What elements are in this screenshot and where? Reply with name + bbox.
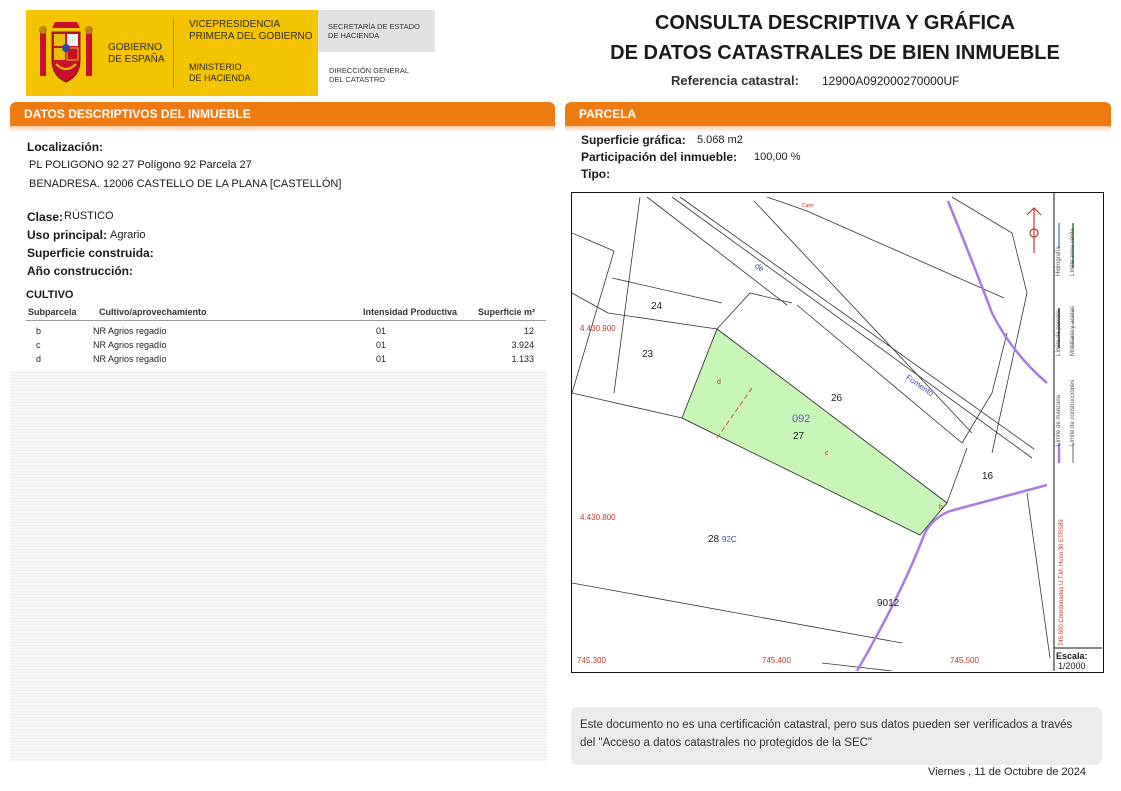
cultivo-title: CULTIVO: [26, 289, 74, 301]
coord-x-745300: 745.300: [577, 656, 606, 665]
superficie-construida-label: Superficie construida:: [27, 246, 154, 260]
empty-table-area: [10, 370, 547, 762]
dg-line2: DEL CATASTRO: [329, 75, 386, 84]
map-label-16: 16: [982, 471, 994, 482]
parcel-27-highlight: [682, 329, 947, 535]
map-canvas: [572, 193, 1102, 671]
scale-value: 1/2000: [1058, 661, 1086, 671]
map-sublabel-b: b: [939, 504, 943, 511]
participacion-value: 100,00 %: [754, 151, 801, 163]
cell-intensidad: 01: [376, 340, 387, 350]
localizacion-line2: BENADRESA. 12006 CASTELLO DE LA PLANA [CASTELLÓN]: [29, 178, 342, 190]
title-line2: DE DATOS CATASTRALES DE BIEN INMUEBLE: [610, 42, 1060, 64]
legend-limite-parcela: Límite de parcela: [1056, 309, 1062, 356]
map-sublabel-d: d: [717, 379, 721, 386]
cell-intensidad: 01: [376, 326, 387, 336]
cell-cultivo: NR Agrios regadío: [93, 340, 167, 350]
legend-mobiliario: Mobiliario y aceras: [1070, 305, 1076, 356]
tipo-label: Tipo:: [581, 167, 611, 181]
cell-intensidad: 01: [376, 354, 387, 364]
ref-value: 12900A092000270000UF: [822, 74, 960, 88]
ministry-line2: DE HACIENDA: [189, 73, 251, 83]
superficie-grafica-value: 5.068 m2: [697, 134, 743, 146]
cell-superficie: 3.924: [511, 340, 534, 350]
map-label-28: 28: [708, 534, 720, 545]
map-sublabel-c: c: [825, 450, 829, 457]
uso-label: Uso principal:: [27, 228, 108, 242]
clase-label: Clase:: [27, 210, 64, 224]
map-road-label-de: de: [753, 261, 766, 274]
section-bar-descriptivos: [10, 102, 555, 126]
vice-line2: PRIMERA DEL GOBIERNO: [189, 31, 313, 42]
legend-limite-construcciones: Límite de construcciones: [1070, 379, 1076, 446]
coord-y-4430900: 4.430.900: [580, 324, 616, 333]
map-road-label-cami: Cami: [802, 203, 814, 209]
divider: [173, 18, 174, 88]
sec-line2: DE HACIENDA: [328, 31, 380, 40]
legend-zona-verde: Límite zona verde: [1070, 228, 1076, 276]
gov-name-line2: DE ESPAÑA: [108, 54, 165, 65]
map-label-26: 26: [831, 393, 843, 404]
cell-cultivo: NR Agrios regadío: [93, 354, 167, 364]
coord-y-4430800: 4.430.800: [580, 513, 616, 522]
map-label-9012: 9012: [877, 598, 900, 609]
vicepresidencia-label: [189, 19, 313, 43]
col-cultivo: Cultivo/aprovechamiento: [99, 307, 207, 317]
cell-sub: d: [36, 354, 42, 364]
col-subparcela: Subparcela: [28, 307, 77, 317]
gov-name-line1: GOBIERNO: [108, 42, 162, 53]
cell-superficie: 1.133: [511, 354, 534, 364]
map-road-label-92c: 92C: [722, 535, 737, 544]
map-label-27: 27: [793, 431, 805, 442]
localizacion-label: Localización:: [27, 140, 104, 154]
map-label-092: 092: [792, 413, 811, 425]
secretaria-box: [318, 10, 435, 52]
ministry-label: [189, 62, 251, 84]
sec-line1: SECRETARÍA DE ESTADO: [328, 22, 420, 31]
gov-name: [108, 42, 165, 66]
superficie-grafica-label: Superficie gráfica:: [581, 133, 686, 147]
dg-line1: DIRECCIÓN GENERAL: [329, 66, 410, 75]
participacion-label: Participación del inmueble:: [581, 150, 738, 164]
scale-label: Escala:: [1056, 651, 1088, 661]
uso-value: Agrario: [110, 229, 146, 241]
legend-limite-manzana: Límite de manzana: [1056, 394, 1062, 446]
direccion-general-label: [329, 66, 409, 84]
map-label-23: 23: [642, 349, 654, 360]
vice-line1: VICEPRESIDENCIA: [189, 19, 281, 30]
cell-sub: c: [36, 340, 41, 350]
section-title-parcela: PARCELA: [579, 107, 637, 121]
section-title-descriptivos: DATOS DESCRIPTIVOS DEL INMUEBLE: [24, 107, 251, 121]
map-road-label-fomento: Fomento: [904, 372, 936, 399]
section-bar-parcela: [565, 102, 1111, 126]
coat-of-arms-icon: [34, 18, 98, 86]
cell-cultivo: NR Agrios regadío: [93, 326, 167, 336]
coord-x-745400: 745.400: [762, 656, 791, 665]
disclaimer-box: [571, 707, 1102, 765]
anio-construccion-label: Año construcción:: [27, 264, 134, 278]
col-intensidad: Intensidad Productiva: [363, 307, 458, 317]
map-label-24: 24: [651, 301, 663, 312]
coord-x-745500: 745.500: [950, 656, 979, 665]
cell-sub: b: [36, 326, 42, 336]
cadastral-map[interactable]: [571, 192, 1104, 673]
disclaimer-text: Este documento no es una certificación catastral, pero sus datos pueden ser verificados a través del "Acceso a datos catastrales no protegidos de la SEC": [580, 719, 1073, 749]
table-header-rule: [26, 320, 546, 321]
north-arrow-icon: [1027, 208, 1041, 253]
page-title: [565, 8, 1105, 68]
ref-label: Referencia catastral:: [671, 73, 799, 88]
secretaria-label: [328, 22, 420, 40]
cell-superficie: 12: [523, 326, 534, 336]
ministry-line1: MINISTERIO: [189, 62, 242, 72]
bar-shadow: [565, 126, 1111, 132]
coord-side-note: 745.500 Coordenadas U.T.M. Huso 30 ETRS89: [1059, 519, 1065, 646]
legend-hidrografia: Hidrografía: [1056, 246, 1062, 276]
title-line1: CONSULTA DESCRIPTIVA Y GRÁFICA: [654, 12, 1016, 34]
col-superficie: Superficie m²: [478, 307, 536, 317]
bar-shadow: [10, 126, 555, 132]
document-date: Viernes , 11 de Octubre de 2024: [928, 766, 1086, 778]
government-logo-band: [26, 10, 318, 96]
localizacion-line1: PL POLIGONO 92 27 Polígono 92 Parcela 27: [29, 159, 252, 171]
clase-value: RÚSTICO: [64, 210, 114, 222]
